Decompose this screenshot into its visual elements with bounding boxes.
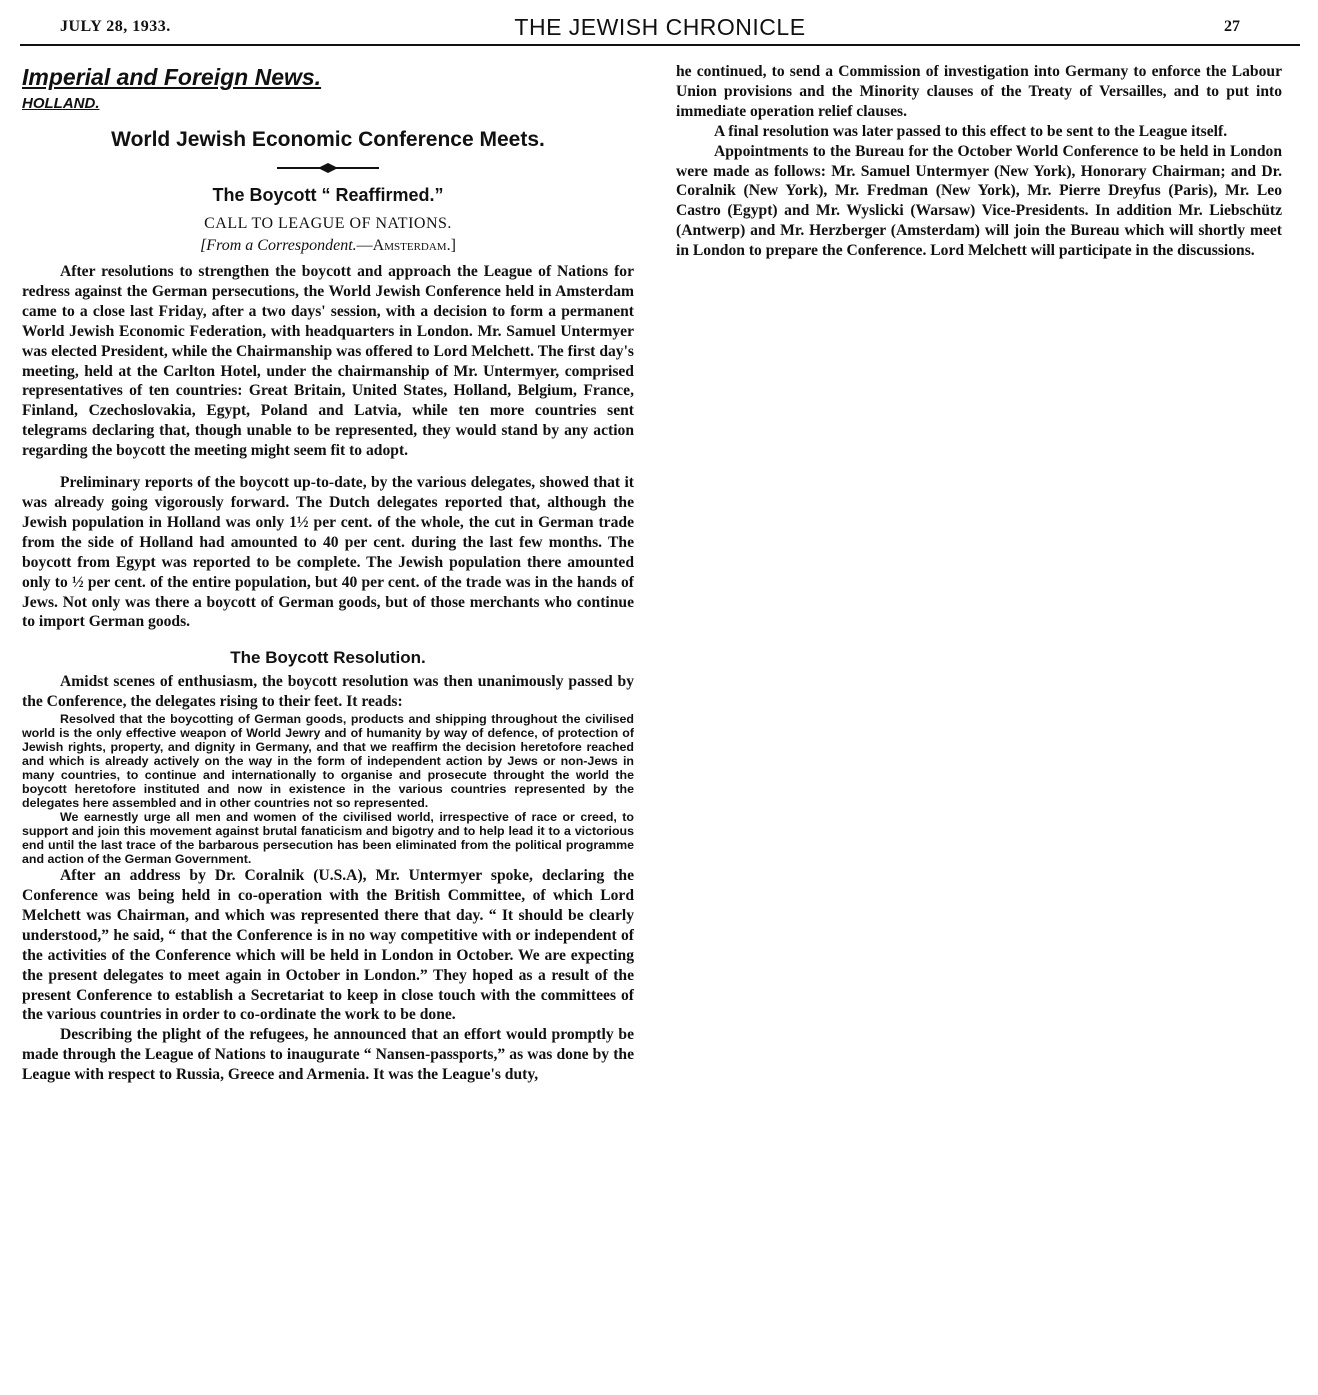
resolution-heading: The Boycott Resolution.	[230, 648, 426, 668]
byline-place: —Amsterdam.]	[356, 237, 456, 254]
article-headline: World Jewish Economic Conference Meets.	[111, 128, 545, 151]
body-paragraph: After resolutions to strengthen the boycott and approach the League of Nations for redress against the German persecutions, the World Jewish Conference held in Amsterdam came to a close last Friday, after a two days' session, with a decision to form a permanent World Jewish Economic Federation, with headquarters in London. Mr. Samuel Untermyer was elected President, while the Chairmanship was offered to Lord Melchett. The first day's meeting, held at the Carlton Hotel, under the chairmanship of Mr. Untermyer, comprised representatives of ten countries: Great Britain, United States, Holland, Belgium, France, Finland, Czechoslovakia, Egypt, Poland and Latvia, while ten more countries sent telegrams declaring that, though unable to be represented, they would stand by any action regarding the boycott the meeting might seem fit to adopt.	[22, 263, 634, 460]
body-paragraph: After an address by Dr. Coralnik (U.S.A), Mr. Untermyer spoke, declaring the Conference was being held in co-operation with the British Committee, of which Lord Melchett was Chairman, and which was represented there that day. “ It should be clearly understood,” he said, “ that the Conference is in no way competitive with or independent of the activities of the Conference which will be held in London in October. We are expecting the present delegates to meet again in October in London.” They hoped as a result of the present Conference to establish a Secretariat to keep in close touch with the committees of the various countries in order to co-ordinate the work to be done.	[22, 867, 634, 1024]
headline-ornament-rule	[22, 160, 634, 176]
country-label: HOLLAND.	[22, 95, 100, 112]
resolution-text: We earnestly urge all men and women of the civilised world, irrespective of race or creed, to support and join this movement against brutal fanaticism and bigotry and to help lead it to a victorious end until the last trace of the barbarous persecution has been eliminated from the political programme and action of the German Government.	[22, 810, 634, 867]
resolution-text: Resolved that the boycotting of German goods, products and shipping throughout the civilised world is the only effective weapon of World Jewry and of humanity by way of defence, of protection of Jewish rights, property, and dignity in Germany, and that we reaffirm the decision heretofore reached and which is already actively on the way in the form of independent action by Jews or non-Jews in many countries, to continue and internationally to organise and prosecute throught the world the boycott heretofore instituted and now in existence in the various countries represented by the delegates here assembled and in other countries not so represented.	[22, 712, 634, 811]
article-subhead: The Boycott “ Reaffirmed.”	[212, 185, 444, 205]
page-number: 27	[1224, 18, 1240, 35]
newspaper-title: THE JEWISH CHRONICLE	[514, 14, 806, 40]
byline-source: [From a Correspondent.	[200, 237, 357, 254]
masthead	[20, 14, 1300, 46]
body-paragraph: A final resolution was later passed to this effect to be sent to the League itself.	[714, 122, 1228, 140]
resolution-intro: Amidst scenes of enthusiasm, the boycott resolution was then unanimously passed by the Conference, the delegates rising to their feet. It reads:	[22, 673, 634, 711]
body-paragraph: Preliminary reports of the boycott up-to-date, by the various delegates, showed that it was already going vigorously forward. The Dutch delegates reported that, although the Jewish population in Holland was only 1½ per cent. of the whole, the cut in German trade from the side of Holland had amounted to 40 per cent. during the last few months. The boycott from Egypt was reported to be complete. The Jewish population there amounted only to ½ per cent. of the entire population, but 40 per cent. of the trade was in the hands of Jews. Not only was there a boycott of German goods, but of those merchants who continue to import German goods.	[22, 474, 634, 631]
body-paragraph: Describing the plight of the refugees, he announced that an effort would promptly be made through the League of Nations to inaugurate “ Nansen-passports,” as was done by the League with respect to Russia, Greece and Armenia. It was the League's duty,	[22, 1026, 634, 1084]
section-title: Imperial and Foreign News.	[22, 64, 322, 90]
body-paragraph: he continued, to send a Commission of investigation into Germany to enforce the Labour Union provisions and the Minority clauses of the Treaty of Versailles, and to put into immediate operation relief clauses.	[676, 63, 1282, 120]
left-column	[22, 62, 634, 1085]
issue-date: JULY 28, 1933.	[60, 18, 171, 35]
right-column	[676, 62, 1282, 261]
article-kicker: CALL TO LEAGUE OF NATIONS.	[204, 215, 452, 232]
body-paragraph: Appointments to the Bureau for the October World Conference to be held in London were made as follows: Mr. Samuel Untermyer (New York), Honorary Chairman; and Dr. Coralnik (New York), Mr. Fredman (New York), Mr. Pierre Dreyfus (Paris), Mr. Leo Castro (Egypt) and Mr. Wyslicki (Warsaw) Vice-Presidents. In addition Mr. Liebschütz (Antwerp) and Mr. Herzberger (Amsterdam) will join the Bureau which will shortly meet in London to prepare the Conference. Lord Melchett will participate in the discussions.	[676, 142, 1282, 260]
byline	[22, 236, 634, 256]
